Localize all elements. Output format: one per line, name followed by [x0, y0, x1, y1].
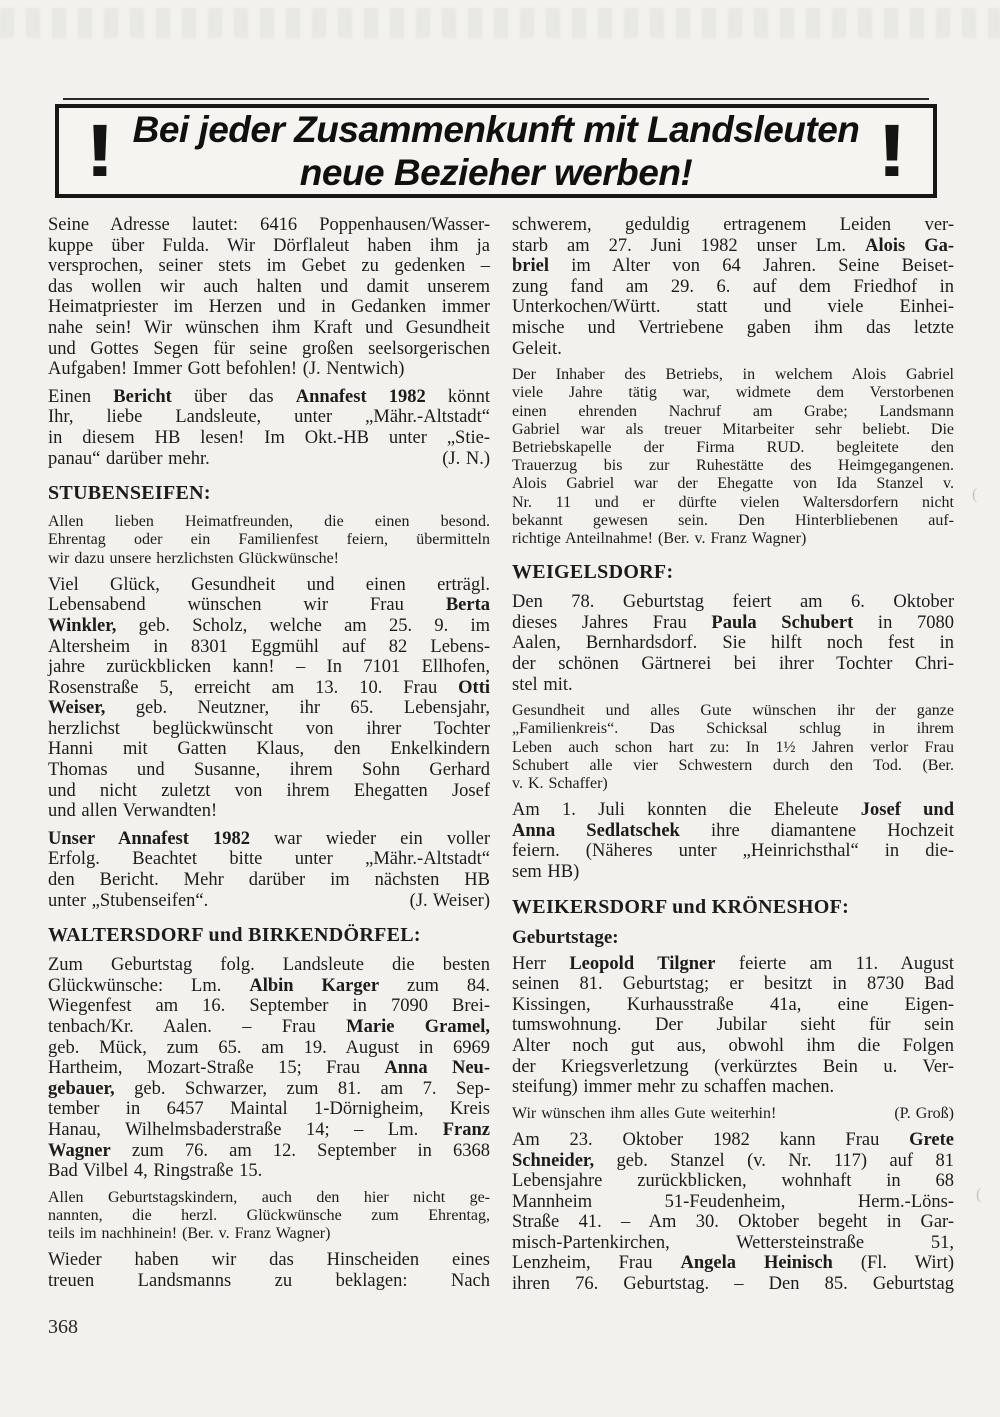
- banner-line-2: neue Bezieher werben!: [299, 152, 693, 193]
- text-run: herzlichst beglückwünscht von ihrer Tochter: [48, 718, 490, 739]
- text-line: [48, 215, 490, 236]
- text-run: briel: [512, 256, 549, 277]
- text-line: [512, 654, 954, 675]
- text-line: [48, 870, 490, 891]
- text-line: [48, 1189, 490, 1207]
- text-line: [512, 775, 954, 793]
- paragraph: [48, 955, 490, 1182]
- text-run: „Familienkreis“. Das Schicksal schlug in ihrem: [512, 720, 954, 738]
- text-run: kuppe über Fulda. Wir Dörflaleut haben ihm ja: [48, 235, 490, 256]
- text-run: wir dazu unsere herzlichsten Glückwünsche!: [48, 549, 339, 567]
- text-line: [48, 657, 490, 678]
- text-run: geb. Scholz, welche am 25. 9. im: [116, 615, 490, 636]
- text-line: [48, 801, 490, 822]
- text-line: [48, 1250, 490, 1271]
- recruitment-banner: ! Bei jeder Zusammenkunft mit Landsleuten neue Bezieher werben! !: [55, 104, 937, 198]
- text-run: zum 84.: [379, 975, 490, 996]
- text-line: [48, 359, 490, 380]
- text-line: [512, 1192, 954, 1213]
- right-column: [512, 215, 954, 1302]
- text-run: Schneider,: [512, 1150, 595, 1171]
- text-run: Betriebskapelle der Firma RUD. begleitete den: [512, 438, 954, 456]
- text-run: Der Inhaber des Betriebs, in welchem Alois Gabriel: [512, 366, 954, 384]
- paragraph: [512, 592, 954, 695]
- text-run: Unterkochen/Württ. statt und viele Einhei-: [512, 297, 954, 318]
- text-run: Nr. 11 und er dürfte vielen Waltersdorfern nicht: [512, 493, 954, 511]
- text-line: [512, 720, 954, 738]
- scan-artifact: (: [972, 486, 978, 503]
- text-run: der Kriegsverletzung (verkürztes Bein u. Ver-: [512, 1056, 954, 1077]
- text-line: [512, 821, 954, 842]
- text-run: ihre diamantene Hochzeit: [679, 820, 954, 841]
- text-line: [512, 613, 954, 634]
- text-line: [48, 1058, 490, 1079]
- text-line: [512, 256, 954, 277]
- text-run: Rosenstraße 5, erreicht am 13. 10. Frau: [48, 677, 459, 698]
- text-line: [48, 277, 490, 298]
- text-run: Unser Annafest 1982: [48, 828, 250, 849]
- paragraph: [512, 954, 954, 1098]
- text-run: v. K. Schaffer): [512, 774, 608, 792]
- text-line: [512, 841, 954, 862]
- text-line: [48, 407, 490, 428]
- text-run: und allen Verwandten!: [48, 801, 218, 822]
- text-run: nahe sein! Wir wünschen ihm Kraft und Gesundheit: [48, 317, 490, 338]
- text-run: geb. Schwarzer, zum 81. am 7. Sep-: [114, 1078, 490, 1099]
- text-line: [512, 339, 954, 360]
- text-line: [512, 675, 954, 696]
- text-run: Mannheim 51-Feudenheim, Herm.-Löns-: [512, 1191, 954, 1212]
- text-run: schwerem, geduldig ertragenem Leiden ver-: [512, 215, 954, 235]
- text-line: [48, 1079, 490, 1100]
- text-line: [512, 215, 954, 236]
- text-run: Angela Heinisch: [680, 1253, 833, 1274]
- text-line: [512, 1274, 954, 1295]
- small-paragraph: [48, 513, 490, 568]
- text-run: Lenzheim, Frau: [512, 1253, 681, 1274]
- sub-heading: Geburtstage:: [512, 926, 619, 948]
- text-line: [48, 595, 490, 616]
- paragraph: [512, 215, 954, 359]
- text-line: [48, 637, 490, 658]
- text-line: [512, 800, 954, 821]
- text-line: [512, 277, 954, 298]
- text-run: einen ehrenden Nachruf am Grabe; Landsmann: [512, 402, 954, 420]
- text-run: treuen Landsmanns zu beklagen: Nach: [48, 1270, 490, 1291]
- text-run: Wiegenfest am 16. September in 7090 Brei-: [48, 996, 490, 1017]
- text-run: Marie Gramel,: [346, 1017, 491, 1038]
- text-line: [512, 1212, 954, 1233]
- text-run: Otti: [458, 677, 490, 698]
- text-run: geb. Neutzner, ihr 65. Lebensjahr,: [105, 698, 490, 719]
- section-heading: WALTERSDORF und BIRKENDÖRFEL:: [48, 924, 421, 947]
- text-line: [512, 297, 954, 318]
- section-heading: WEIGELSDORF:: [512, 561, 674, 584]
- text-line: [48, 297, 490, 318]
- text-line: [512, 1130, 954, 1151]
- text-line: [48, 1099, 490, 1120]
- text-line: [512, 421, 954, 439]
- text-run: Am 23. Oktober 1982 kann Frau: [512, 1129, 910, 1150]
- text-line: [48, 513, 490, 531]
- text-run: Den 78. Geburtstag feiert am 6. Oktober: [512, 592, 954, 613]
- text-run: der schönen Gärtnerei bei ihrer Tochter Chri-: [512, 653, 954, 674]
- text-line: [512, 384, 954, 402]
- scan-ghost-strip: [0, 8, 1000, 38]
- text-line: [48, 1161, 490, 1182]
- text-run: feiern. (Näheres unter „Heinrichsthal“ in die-: [512, 841, 954, 862]
- text-run: Trauerzug bis zur Ruhestätte des Heimgegangenen.: [512, 457, 954, 475]
- text-run: Viel Glück, Gesundheit und einen erträgl.: [48, 574, 490, 595]
- text-line: [512, 512, 954, 530]
- text-run: Gesundheit und alles Gute wünschen ihr der ganze: [512, 702, 954, 720]
- text-line: [48, 256, 490, 277]
- text-run: Seine Adresse lautet: 6416 Poppenhausen/Wasser-: [48, 215, 490, 235]
- text-run: Lebensjahre zurückblicken, wohnhaft in 68: [512, 1171, 954, 1192]
- text-line: [512, 475, 954, 493]
- text-run: Zum Geburtstag folg. Landsleute die besten: [48, 955, 490, 976]
- text-line: [48, 678, 490, 699]
- text-run: Anna Neu-: [384, 1058, 490, 1079]
- text-run: ihren 76. Geburtstag. – Den 85. Geburtstag: [512, 1274, 954, 1295]
- text-run: und nicht zuletzt von ihrem Ehegatten Josef: [48, 780, 490, 801]
- text-run: im Alter von 64 Jahren. Seine Beiset-: [549, 256, 954, 277]
- scan-artifact: (: [976, 1186, 982, 1203]
- text-line: [512, 1105, 954, 1123]
- text-run: zung fand am 29. 6. auf dem Friedhof in: [512, 276, 954, 297]
- text-line: [512, 757, 954, 775]
- text-line: [48, 955, 490, 976]
- text-run: sem HB): [512, 861, 580, 882]
- text-run: teils im nachhinein! (Ber. v. Franz Wagner): [48, 1225, 331, 1243]
- text-run: viele Jahre tätig war, widmete dem Verstorbenen: [512, 384, 954, 402]
- text-run: misch-Partenkirchen, Wettersteinstraße 51,: [512, 1232, 954, 1253]
- text-run: (Fl. Wirt): [832, 1253, 954, 1274]
- text-line: [48, 550, 490, 568]
- text-run: geb. Mück, zum 65. am 19. August in 6969: [48, 1037, 490, 1058]
- paragraph: [48, 215, 490, 380]
- text-line: [48, 1120, 490, 1141]
- text-run: Berta: [445, 595, 490, 616]
- text-run: Ihr, liebe Landsleute, unter „Mähr.-Altstadt“: [48, 407, 490, 428]
- text-line: [48, 575, 490, 596]
- section-heading: WEIKERSDORF und KRÖNESHOF:: [512, 895, 850, 918]
- text-line: [48, 849, 490, 870]
- text-run: bekannt gewesen sein. Den Hinterbliebenen auf-: [512, 511, 954, 529]
- text-line: [48, 1271, 490, 1292]
- text-line: [48, 1017, 490, 1038]
- small-paragraph: [512, 366, 954, 548]
- text-line: [48, 1141, 490, 1162]
- text-line: [512, 633, 954, 654]
- text-line: [512, 592, 954, 613]
- text-line: [48, 387, 490, 408]
- text-run: Schubert alle vier Schwestern durch den Tod. (Ber.: [512, 756, 954, 774]
- paragraph: [48, 575, 490, 822]
- text-run: Alois Ga-: [865, 235, 954, 256]
- text-run: den Bericht. Mehr darüber im nächsten HB: [48, 870, 490, 891]
- small-paragraph: [48, 1189, 490, 1244]
- text-run: über das: [171, 386, 296, 407]
- small-paragraph: [512, 702, 954, 793]
- text-run: versprochen, seiner stets im Gebet zu gedenken –: [48, 256, 490, 277]
- text-run: Lebensabend wünschen wir Frau: [48, 595, 446, 616]
- paragraph: [48, 829, 490, 911]
- text-line: [512, 403, 954, 421]
- text-line: [48, 829, 490, 850]
- text-run: Anna Sedlatschek: [512, 820, 680, 841]
- banner-text: [123, 108, 869, 194]
- text-line: [512, 862, 954, 883]
- text-run: war wieder ein voller: [249, 828, 490, 849]
- text-run: Aufgaben! Immer Gott befohlen! (J. Nentwich): [48, 359, 405, 380]
- text-run: in 7080: [853, 612, 954, 633]
- text-run: Glückwünsche: Lm.: [48, 975, 250, 996]
- text-line: [512, 954, 954, 975]
- text-line: [512, 739, 954, 757]
- text-run: panau“ darüber mehr.: [48, 448, 210, 469]
- text-run: Weiser,: [48, 698, 106, 719]
- text-line: [48, 318, 490, 339]
- text-run: Grete: [909, 1129, 954, 1150]
- text-run: Wagner: [48, 1140, 111, 1161]
- text-run: starb am 27. Juni 1982 unser Lm.: [512, 235, 866, 256]
- text-run: Annafest 1982: [295, 386, 426, 407]
- text-line: [48, 236, 490, 257]
- text-line: [48, 531, 490, 549]
- text-run: Erfolg. Beachtet bitte unter „Mähr.-Altstadt“: [48, 849, 490, 870]
- text-run: unter „Stubenseifen“.: [48, 890, 209, 911]
- text-run: Altersheim in 8301 Eggmühl auf 82 Lebens-: [48, 636, 490, 657]
- text-run: Ehrentag oder ein Familienfest feiern, übermitteln: [48, 531, 490, 549]
- text-run: Paula Schubert: [711, 612, 854, 633]
- text-run: Bad Vilbel 4, Ringstraße 15.: [48, 1161, 263, 1182]
- text-line: [512, 1015, 954, 1036]
- text-line: [48, 339, 490, 360]
- page-number: 368: [48, 1316, 78, 1338]
- text-run: das wollen wir auch halten und damit unserem: [48, 276, 490, 297]
- paragraph: [512, 800, 954, 882]
- text-run: Herr: [512, 953, 570, 974]
- text-run: Thomas und Susanne, ihrem Sohn Gerhard: [48, 760, 490, 781]
- text-line: [48, 1207, 490, 1225]
- text-run: Franz: [442, 1119, 490, 1140]
- text-line: [48, 781, 490, 802]
- text-line: [512, 1151, 954, 1172]
- paragraph: [512, 1130, 954, 1295]
- text-run: tumswohnung. Der Jubilar sieht für sein: [512, 1015, 954, 1036]
- text-line: [512, 1253, 954, 1274]
- text-run: Alois Gabriel war der Ehegatte von Ida Stanzel v.: [512, 475, 954, 493]
- text-line: [48, 976, 490, 997]
- text-line: [512, 702, 954, 720]
- text-line: [512, 236, 954, 257]
- text-run: Winkler,: [48, 615, 117, 636]
- text-run: Am 1. Juli konnten die Eheleute: [512, 800, 861, 821]
- text-line: [48, 449, 490, 470]
- text-run: seinen 81. Geburtstag; er besitzt in 8730 Bad: [512, 974, 954, 995]
- signature: (P. Groß): [894, 1104, 954, 1122]
- text-run: Gabriel war als treuer Mitarbeiter sehr beliebt. Die: [512, 420, 954, 438]
- text-line: [48, 996, 490, 1017]
- text-run: jahre zurückblicken kann! – In 7101 Ellhofen,: [48, 657, 490, 678]
- text-run: Straße 41. – Am 30. Oktober begeht in Gar-: [512, 1212, 954, 1233]
- text-run: Alter noch gut aus, obwohl ihm die Folgen: [512, 1035, 954, 1056]
- text-line: [48, 616, 490, 637]
- text-line: [512, 457, 954, 475]
- text-run: gebauer,: [48, 1078, 115, 1099]
- text-run: Hanau, Wilhelmsbaderstraße 14; – Lm.: [48, 1119, 443, 1140]
- section-heading: STUBENSEIFEN:: [48, 482, 211, 505]
- text-run: Josef und: [860, 800, 954, 821]
- text-run: und Gottes Segen für seine großen seelsorgerischen: [48, 338, 490, 359]
- text-run: Hartheim, Mozart-Straße 15; Frau: [48, 1058, 385, 1079]
- left-column: [48, 215, 490, 1299]
- text-run: stel mit.: [512, 674, 573, 695]
- text-run: mische und Vertriebene gaben ihm das letzte: [512, 317, 954, 338]
- text-line: [48, 719, 490, 740]
- text-line: [512, 439, 954, 457]
- text-run: Heimatpriester im Herzen und in Gedanken immer: [48, 297, 490, 318]
- text-line: [48, 428, 490, 449]
- text-run: Hanni mit Gatten Klaus, den Enkelkindern: [48, 739, 490, 760]
- text-run: zum 76. am 12. September in 6368: [110, 1140, 490, 1161]
- text-line: [512, 995, 954, 1016]
- signature: (J. Weiser): [409, 890, 490, 911]
- text-run: Albin Karger: [249, 975, 380, 996]
- text-run: steifung) immer mehr zu schaffen machen.: [512, 1077, 835, 1098]
- text-run: geb. Stanzel (v. Nr. 117) auf 81: [594, 1150, 954, 1171]
- text-line: [48, 1038, 490, 1059]
- small-paragraph: [512, 1105, 954, 1123]
- text-line: [48, 1225, 490, 1243]
- text-run: Wir wünschen ihm alles Gute weiterhin!: [512, 1104, 777, 1122]
- text-line: [512, 1057, 954, 1078]
- text-line: [512, 366, 954, 384]
- text-run: tember in 6457 Maintal 1-Dörnigheim, Kreis: [48, 1099, 490, 1120]
- text-line: [512, 974, 954, 995]
- text-run: könnt: [425, 386, 491, 407]
- banner-line-1: Bei jeder Zusammenkunft mit Landsleuten: [132, 109, 860, 150]
- paragraph: [48, 387, 490, 469]
- text-line: [512, 1077, 954, 1098]
- text-line: [48, 698, 490, 719]
- text-run: Allen Geburtstagskindern, auch den hier nicht ge-: [48, 1188, 490, 1206]
- text-run: dieses Jahres Frau: [512, 612, 712, 633]
- text-line: [48, 739, 490, 760]
- text-run: tenbach/Kr. Aalen. – Frau: [48, 1017, 347, 1038]
- text-run: Aalen, Bernhardsdorf. Sie hilft noch fest in: [512, 633, 954, 654]
- text-run: in diesem HB lesen! Im Okt.-HB unter „Stie-: [48, 427, 490, 448]
- text-line: [512, 494, 954, 512]
- text-run: Wieder haben wir das Hinscheiden eines: [48, 1250, 490, 1271]
- paragraph: [48, 1250, 490, 1291]
- text-run: Leben auch schon hart zu: In 1½ Jahren verlor Frau: [512, 738, 954, 756]
- text-line: [512, 530, 954, 548]
- text-run: feierte am 11. August: [715, 953, 954, 974]
- text-run: Bericht: [113, 386, 172, 407]
- text-line: [512, 1233, 954, 1254]
- text-line: [512, 1036, 954, 1057]
- text-run: nannten, die herzl. Glückwünsche zum Ehrentag,: [48, 1206, 490, 1224]
- text-run: Kissingen, Kurhausstraße 41a, eine Eigen-: [512, 994, 954, 1015]
- text-run: Allen lieben Heimatfreunden, die einen besond.: [48, 513, 490, 531]
- text-run: Geleit.: [512, 338, 562, 359]
- text-line: [48, 760, 490, 781]
- text-line: [512, 1171, 954, 1192]
- text-run: Leopold Tilgner: [569, 953, 716, 974]
- text-run: Einen: [48, 386, 114, 407]
- text-line: [512, 318, 954, 339]
- signature: (J. N.): [442, 448, 490, 469]
- text-line: [48, 891, 490, 912]
- text-run: richtige Anteilnahme! (Ber. v. Franz Wagner): [512, 529, 807, 547]
